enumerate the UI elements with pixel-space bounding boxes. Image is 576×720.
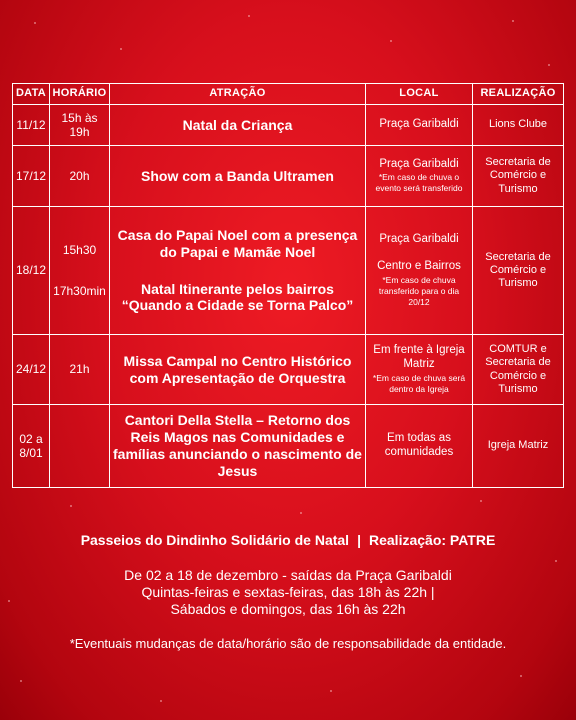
time-value: 17h30min <box>53 283 106 298</box>
attraction-cell: Show com a Banda Ultramen <box>110 146 366 207</box>
tour-dates: De 02 a 18 de dezembro - saídas da Praça Garibaldi <box>124 567 452 583</box>
place-name: Centro e Bairros <box>377 260 461 273</box>
table-row <box>13 146 564 207</box>
header-time: HORÁRIO <box>50 84 110 105</box>
header-date: DATA <box>13 84 50 105</box>
attraction-cell: Missa Campal no Centro Histórico com Apresentação de Orquestra <box>110 335 366 405</box>
attraction-name: Natal Itinerante pelos bairros “Quando a Cidade se Torna Palco” <box>121 280 354 314</box>
header-place: LOCAL <box>366 84 473 105</box>
attraction-cell: Natal da Criança <box>110 105 366 146</box>
disclaimer-note: *Eventuais mudanças de data/horário são de responsabilidade da entidade. <box>69 636 507 651</box>
place-cell <box>366 207 473 335</box>
table-header-row <box>13 84 564 105</box>
attraction-cell <box>110 207 366 335</box>
date-cell: 02 a 8/01 <box>13 405 50 488</box>
place-cell: Praça Garibaldi <box>366 105 473 146</box>
place-note: *Em caso de chuva o evento será transferido <box>375 172 463 194</box>
header-attraction: ATRAÇÃO <box>110 84 366 105</box>
tour-title: Passeios do Dindinho Solidário de Natal <box>80 532 350 548</box>
table-row <box>13 207 564 335</box>
events-table <box>12 83 564 488</box>
date-cell: 11/12 <box>13 105 50 146</box>
place-name: Praça Garibaldi <box>379 232 459 245</box>
time-cell <box>50 207 110 335</box>
tour-heading <box>0 532 576 548</box>
heading-separator: | <box>357 532 361 548</box>
place-note: *Em caso de chuva transferido para o dia 20/12 <box>378 275 460 308</box>
time-cell: 21h <box>50 335 110 405</box>
place-name: Em frente à Igreja Matriz <box>373 344 465 370</box>
place-cell: Em todas as comunidades <box>366 405 473 488</box>
organizer-cell: Lions Clube <box>473 105 564 146</box>
place-cell <box>366 146 473 207</box>
time-cell: 15h às 19h <box>50 105 110 146</box>
time-cell <box>50 405 110 488</box>
place-cell <box>366 335 473 405</box>
attraction-cell: Cantori Della Stella – Retorno dos Reis Magos nas Comunidades e famílias anunciando o nascimento de Jesus <box>110 405 366 488</box>
table-row <box>13 335 564 405</box>
date-cell: 18/12 <box>13 207 50 335</box>
place-name: Praça Garibaldi <box>379 157 459 170</box>
attraction-name: Casa do Papai Noel com a presença do Papai e Mamãe Noel <box>117 226 358 260</box>
organizer-cell: Secretaria de Comércio e Turismo <box>473 146 564 207</box>
time-value: 15h30 <box>62 243 97 258</box>
tour-organizer: Realização: PATRE <box>369 532 496 548</box>
table-row <box>13 105 564 146</box>
place-note: *Em caso de chuva será dentro da Igreja <box>372 372 466 394</box>
header-organizer: REALIZAÇÃO <box>473 84 564 105</box>
date-cell: 17/12 <box>13 146 50 207</box>
organizer-cell: COMTUR e Secretaria de Comércio e Turismo <box>473 335 564 405</box>
organizer-cell: Igreja Matriz <box>473 405 564 488</box>
time-cell: 20h <box>50 146 110 207</box>
tour-weekend-hours: Sábados e domingos, das 16h às 22h <box>170 601 406 617</box>
date-cell: 24/12 <box>13 335 50 405</box>
tour-weekday-hours: Quintas-feiras e sextas-feiras, das 18h às 22h | <box>141 584 435 600</box>
table-row <box>13 405 564 488</box>
organizer-cell: Secretaria de Comércio e Turismo <box>473 207 564 335</box>
